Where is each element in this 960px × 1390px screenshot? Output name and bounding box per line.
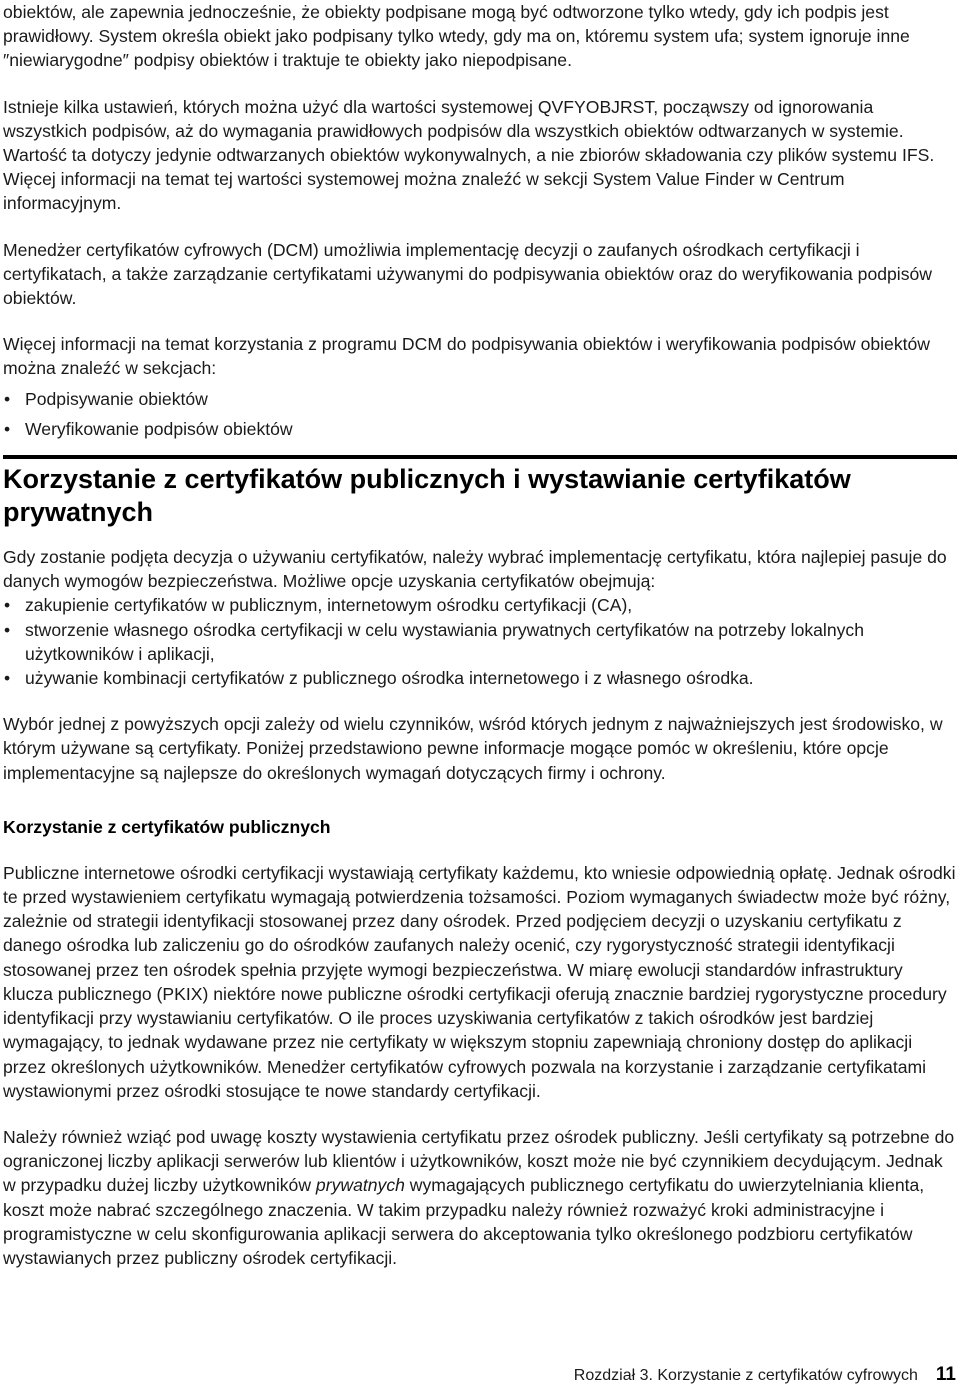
bullet-icon: • [4, 595, 11, 616]
paragraph-dcm: Menedżer certyfikatów cyfrowych (DCM) umożliwia implementację decyzji o zaufanych ośrodkach certyfikacji i certyfikatach, a także zarządzanie certyfikatami używanymi do podpisywania obiektów oraz do weryfikowania podpisów obiektów. [3, 239, 933, 309]
section-divider [3, 455, 957, 459]
page-footer [574, 1364, 956, 1387]
section-title: Korzystanie z certyfikatów publicznych i wystawianie certyfikatów prywatnych [3, 464, 851, 528]
document-page [3, 0, 957, 1270]
list-item [3, 417, 957, 441]
list-item [3, 593, 957, 617]
link-signing-objects[interactable]: Podpisywanie obiektów [25, 388, 208, 409]
list-item [3, 618, 957, 666]
emphasis-text: prywatnych [315, 1175, 405, 1196]
certificate-options-list [3, 593, 957, 690]
list-item-text: stworzenie własnego ośrodka certyfikacji w celu wystawiania prywatnych certyfikatów na potrzeby lokalnych użytkowników i aplikacji, [25, 619, 865, 664]
chapter-title: Rozdział 3. Korzystanie z certyfikatów cyfrowych [573, 1367, 918, 1384]
paragraph-text: Należy również wziąć pod uwagę koszty wystawienia certyfikatu przez ośrodek publiczny. Jeśli certyfikaty są potrzebne do ograniczonej liczby aplikacji serwerów lub klientów i użytkowników, koszt może nie być czynnikiem decydującym. Jednak w przypadku dużej liczby użytkowników [3, 1126, 955, 1196]
bullet-icon: • [4, 619, 11, 640]
list-item [3, 387, 957, 411]
link-verifying-signatures[interactable]: Weryfikowanie podpisów obiektów [25, 418, 293, 439]
related-links-list [3, 387, 957, 441]
paragraph-more-info: Więcej informacji na temat korzystania z programu DCM do podpisywania obiektów i weryfikowania podpisów obiektów można znaleźć w sekcjach: [3, 334, 931, 379]
paragraph-text: wymagających publicznego certyfikatu do uwierzytelniania klienta, koszt może nabrać szczególnego znaczenia. W takim przypadku należy również rozważyć kroki administracyjne i programistyczne w celu skonfigurowania aplikacji serwera do akceptowania tylko określonego podzbioru certyfikatów wystawianych przez publiczny ośrodek certyfikacji. [3, 1175, 925, 1268]
bullet-icon: • [4, 418, 11, 439]
paragraph-qvfyobjrst: Istnieje kilka ustawień, których można użyć dla wartości systemowej QVFYOBJRST, począwszy od ignorowania wszystkich podpisów, aż do wymagania prawidłowych podpisów dla wszystkich obiektów odtwarzanych w systemie. Wartość ta dotyczy jedynie odtwarzanych obiektów wykonywalnych, a nie zbiorów składowania czy plików systemu IFS. Więcej informacji na temat tej wartości systemowej można znaleźć w sekcji System Value Finder w Centrum informacyjnym. [3, 96, 935, 214]
bullet-icon: • [4, 388, 11, 409]
paragraph-choice-factors: Wybór jednej z powyższych opcji zależy od wielu czynników, wśród których jednym z najważniejszych jest środowisko, w którym używane są certyfikaty. Poniżej przedstawiono pewne informacje mogące pomóc w określeniu, które opcje implementacyjne są najlepsze do określonych wymagań dotyczących firmy i ochrony. [3, 714, 943, 783]
page-number: 11 [935, 1364, 956, 1385]
paragraph-implementation-choice: Gdy zostanie podjęta decyzja o używaniu certyfikatów, należy wybrać implementację certyfikatu, która najlepiej pasuje do danych wymogów bezpieczeństwa. Możliwe opcje uzyskania certyfikatów obejmują: [3, 547, 947, 592]
bullet-icon: • [4, 668, 11, 689]
paragraph-public-ca: Publiczne internetowe ośrodki certyfikacji wystawiają certyfikaty każdemu, kto wniesie odpowiednią opłatę. Jednak ośrodki te przed wystawieniem certyfikatu wymagają potwierdzenia tożsamości. Poziom wymaganych świadectw może być różny, zależnie od strategii identyfikacji stosowanej przez dany ośrodek. Przed podjęciem decyzji o uzyskaniu certyfikatu z danego ośrodka lub zaliczeniu go do ośrodków zaufanych należy ocenić, czy rygorystyczność strategii identyfikacji stosowanej przez ten ośrodek spełnia przyjęte wymogi bezpieczeństwa. W miarę ewolucji standardów infrastruktury klucza publicznego (PKIX) niektóre nowe publiczne ośrodki certyfikacji oferują znacznie bardziej rygorystyczne procedury identyfikacji przy wystawianiu certyfikatów. O ile proces uzyskiwania certyfikatów z takich ośrodków jest bardziej wymagający, to jednak wydawane przez nie certyfikaty w większym stopniu zapewniają chroniony dostęp do aplikacji przez określonych użytkowników. Menedżer certyfikatów cyfrowych pozwala na korzystanie i zarządzanie certyfikatami wystawionymi przez ośrodki stosujące te nowe standardy certyfikacji. [3, 862, 956, 1101]
subsection-title: Korzystanie z certyfikatów publicznych [3, 816, 331, 837]
paragraph-public-ca-costs [3, 1125, 957, 1270]
list-item [3, 666, 957, 690]
paragraph-signed-objects: obiektów, ale zapewnia jednocześnie, że obiekty podpisane mogą być odtworzone tylko wtedy, gdy ich podpis jest prawidłowy. System określa obiekt jako podpisany tylko wtedy, gdy ma on, któremu system ufa; system ignoruje inne ″niewiarygodne″ podpisy obiektów i traktuje te obiekty jako niepodpisane. [3, 2, 910, 71]
list-item-text: używanie kombinacji certyfikatów z publicznego ośrodka internetowego i z własnego ośrodka. [25, 668, 754, 689]
list-item-text: zakupienie certyfikatów w publicznym, internetowym ośrodku certyfikacji (CA), [25, 595, 633, 616]
